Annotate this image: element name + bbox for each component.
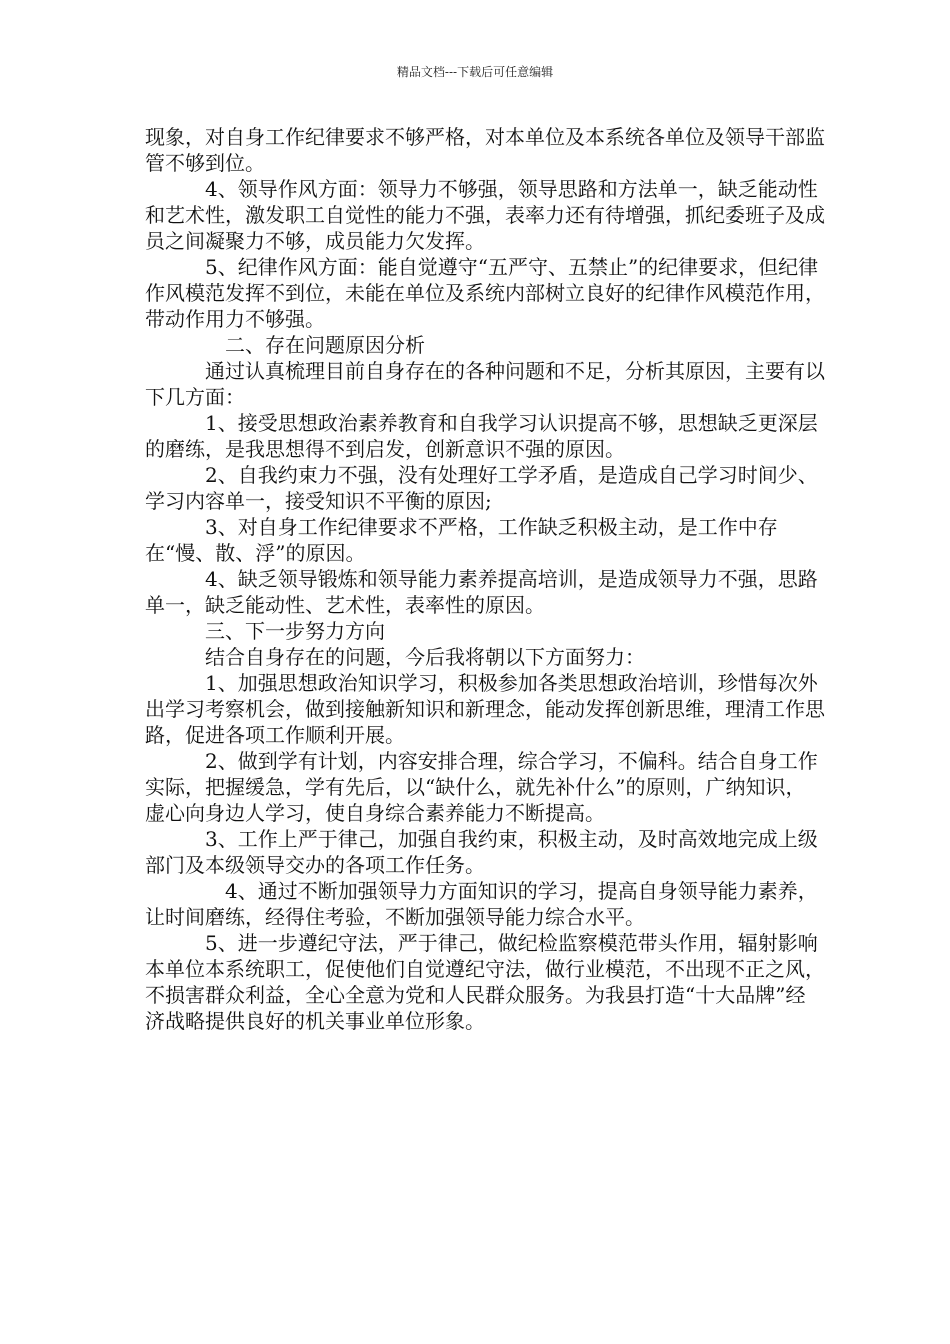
- paragraph-cause-2: 2、自我约束力不强，没有处理好工学矛盾，是造成自己学习时间少、学习内容单一，接受知识不平衡的原因;: [145, 463, 818, 513]
- paragraph-cause-1: 1、接受思想政治素养教育和自我学习认识提高不够，思想缺乏更深层的磨练，是我思想得不到启发，创新意识不强的原因。: [145, 411, 818, 461]
- paragraph-cause-4: 4、缺乏领导锻炼和领导能力素养提高培训，是造成领导力不强，思路单一，缺乏能动性、艺术性，表率性的原因。: [145, 567, 818, 617]
- section-heading-next-steps: 三、下一步努力方向: [205, 619, 385, 643]
- paragraph-step-1: 1、加强思想政治知识学习，积极参加各类思想政治培训，珍惜每次外出学习考察机会，做到接触新知识和新理念，能动发挥创新思维，理清工作思路，促进各项工作顺利开展。: [145, 671, 825, 747]
- section-heading-cause-analysis: 二、存在问题原因分析: [225, 333, 425, 357]
- paragraph-cause-3: 3、对自身工作纪律要求不严格，工作缺乏积极主动，是工作中存在“慢、散、浮”的原因。: [145, 515, 778, 565]
- paragraph-step-5: 5、进一步遵纪守法，严于律己，做纪检监察模范带头作用，辐射影响本单位本系统职工，促使他们自觉遵纪守法，做行业模范，不出现不正之风，不损害群众利益，全心全意为党和人民群众服务。为我县打造“十大品牌”经济战略提供良好的机关事业单位形象。: [145, 931, 825, 1033]
- document-body: [145, 124, 825, 1034]
- paragraph-next-steps-intro: 结合自身存在的问题，今后我将朝以下方面努力：: [205, 645, 645, 669]
- paragraph-discipline-style: 5、纪律作风方面：能自觉遵守“五严守、五禁止”的纪律要求，但纪律作风模范发挥不到位，未能在单位及系统内部树立良好的纪律作风模范作用，带动作用力不够强。: [145, 255, 825, 331]
- paragraph-analysis-intro: 通过认真梳理目前自身存在的各种问题和不足，分析其原因，主要有以下几方面：: [145, 359, 825, 409]
- paragraph-continuation: 现象，对自身工作纪律要求不够严格，对本单位及本系统各单位及领导干部监管不够到位。: [145, 125, 825, 175]
- paragraph-leadership-style: 4、领导作风方面：领导力不够强，领导思路和方法单一，缺乏能动性和艺术性，激发职工自觉性的能力不强，表率力还有待增强，抓纪委班子及成员之间凝聚力不够，成员能力欠发挥。: [145, 177, 825, 253]
- page-header: 精品文档---下载后可任意编辑: [396, 65, 554, 79]
- paragraph-step-2: 2、做到学有计划，内容安排合理，综合学习，不偏科。结合自身工作实际，把握缓急，学有先后，以“缺什么，就先补什么”的原则，广纳知识，虚心向身边人学习，使自身综合素养能力不断提高。: [145, 749, 818, 825]
- paragraph-step-3: 3、工作上严于律己，加强自我约束，积极主动，及时高效地完成上级部门及本级领导交办的各项工作任务。: [145, 827, 818, 877]
- paragraph-step-4: 4、通过不断加强领导力方面知识的学习，提高自身领导能力素养，让时间磨练，经得住考验，不断加强领导能力综合水平。: [145, 879, 818, 929]
